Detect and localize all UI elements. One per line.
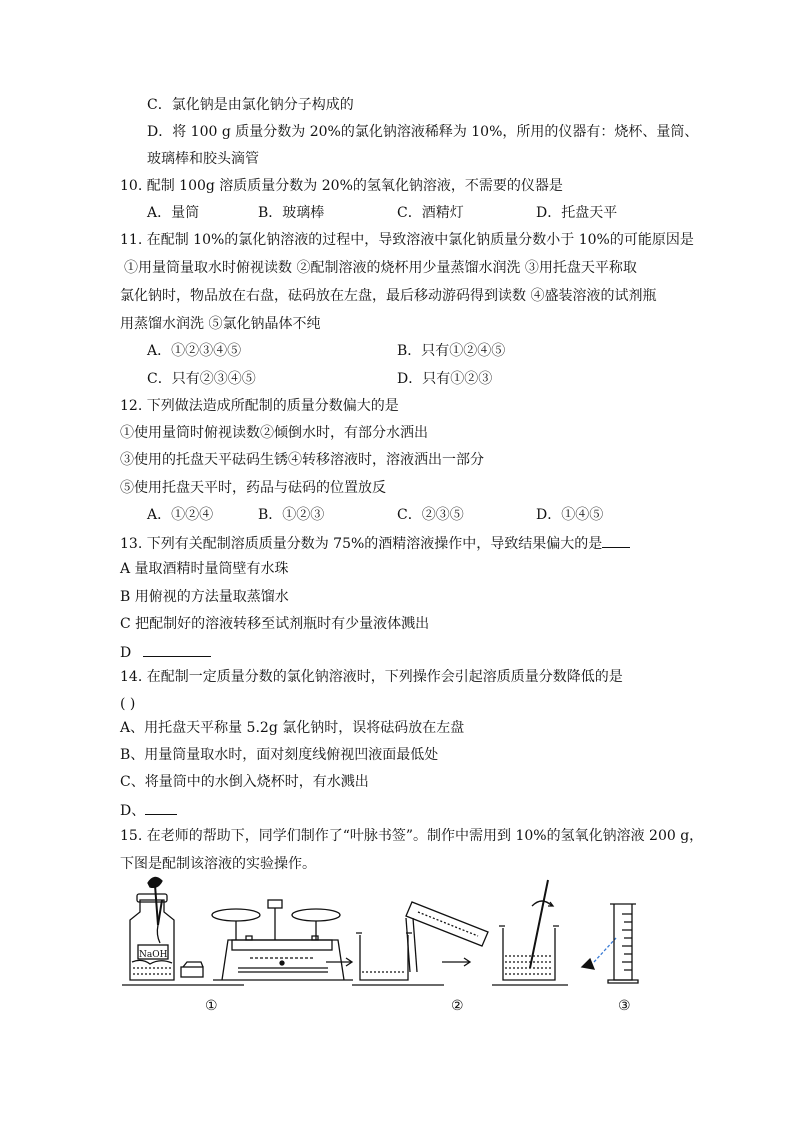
naoh-bottle [130,877,174,980]
answer-blank [602,533,630,548]
experiment-figure [0,875,794,1025]
q10-stem: 10. 配制 100g 溶质质量分数为 20%的氢氧化钠溶液，不需要的仪器是 [120,178,563,194]
q14-option-a: A、用托盘天平称量 5.2g 氯化钠时，误将砝码放在左盘 [120,720,465,736]
q11-line3: 氯化钠时，物品放在右盘，砝码放在左盘，最后移动游码得到读数 ④盛装溶液的试剂瓶 [120,288,657,304]
eye-reading [582,938,616,969]
q12-line3: ③使用的托盘天平砝码生锈④转移溶液时，溶液洒出一部分 [120,452,484,468]
q12-line2: ①使用量筒时俯视读数②倾倒水时，有部分水洒出 [120,425,428,441]
answer-blank [143,642,211,657]
answer-blank [145,800,177,815]
q13-option-b: B 用俯视的方法量取蒸馏水 [120,589,289,605]
q11-line2: ①用量筒量取水时俯视读数 ②配制溶液的烧杯用少量蒸馏水润洗 ③用托盘天平称取 [124,260,637,276]
q12-line4: ⑤使用托盘天平时，药品与砝码的位置放反 [120,480,386,496]
q10-option-d: D．托盘天平 [536,205,618,221]
q11-option-b: B．只有①②④⑤ [397,343,506,359]
beaker-left [356,933,412,980]
q13-stem [120,533,630,553]
balance [212,900,353,980]
q12-option-c: C．②③⑤ [397,507,464,523]
step-3-label: ③ [618,998,631,1014]
q12-option-a: A．①②④ [147,507,214,523]
beaker-stirring [499,880,559,980]
q9-option-d-line2: 玻璃棒和胶头滴管 [147,151,259,167]
q13-option-d [120,642,211,662]
q14-option-d [120,800,177,820]
q12-stem: 12. 下列做法造成所配制的质量分数偏大的是 [120,398,399,414]
q12-option-b: B．①②③ [258,507,325,523]
step-2-label: ② [451,998,464,1014]
q14-paren: ( ) [120,696,136,712]
q11-line4: 用蒸馏水润洗 ⑤氯化钠晶体不纯 [120,316,321,332]
step-1-label: ① [205,998,218,1014]
q15-line2: 下图是配制该溶液的实验操作。 [120,856,316,872]
q14-option-c: C、将量筒中的水倒入烧杯时，有水溅出 [120,774,369,790]
q15-line1: 15. 在老师的帮助下，同学们制作了“叶脉书签”。制作中需用到 10%的氢氧化钠溶液 200 g， [120,828,704,844]
q12-option-d: D．①④⑤ [536,507,604,523]
q11-option-c: C．只有②③④⑤ [147,371,256,387]
q10-option-a: A．量筒 [147,205,200,221]
q10-option-c: C．酒精灯 [397,205,464,221]
q14-option-b: B、用量筒量取水时，面对刻度线俯视凹液面最低处 [120,747,439,763]
q9-option-c: C．氯化钠是由氯化钠分子构成的 [147,97,354,113]
q10-option-b: B．玻璃棒 [258,205,325,221]
q14-stem: 14. 在配制一定质量分数的氯化钠溶液时，下列操作会引起溶质质量分数降低的是 [120,669,623,685]
q14-option-d-label: D、 [120,803,146,819]
measuring-cylinder [608,904,638,983]
q13-option-a: A 量取酒精时量筒壁有水珠 [120,561,289,577]
q9-option-d-line1: D．将 100 g 质量分数为 20%的氯化钠溶液稀释为 10%，所用的仪器有：烧杯、量筒、 [147,124,699,140]
bottle-label: NaOH [139,950,168,960]
q13-stem-text: 13. 下列有关配制溶质质量分数为 75%的酒精溶液操作中，导致结果偏大的是 [120,536,603,552]
q13-option-d-label: D [120,645,132,661]
q11-option-d: D．只有①②③ [397,371,493,387]
q11-option-a: A．①②③④⑤ [147,343,242,359]
q11-stem: 11. 在配制 10%的氯化钠溶液的过程中，导致溶液中氯化钠质量分数小于 10%的可能原因是 [120,232,694,248]
q13-option-c: C 把配制好的溶液转移至试剂瓶时有少量液体溅出 [120,616,430,632]
weighing-paper [181,962,203,977]
